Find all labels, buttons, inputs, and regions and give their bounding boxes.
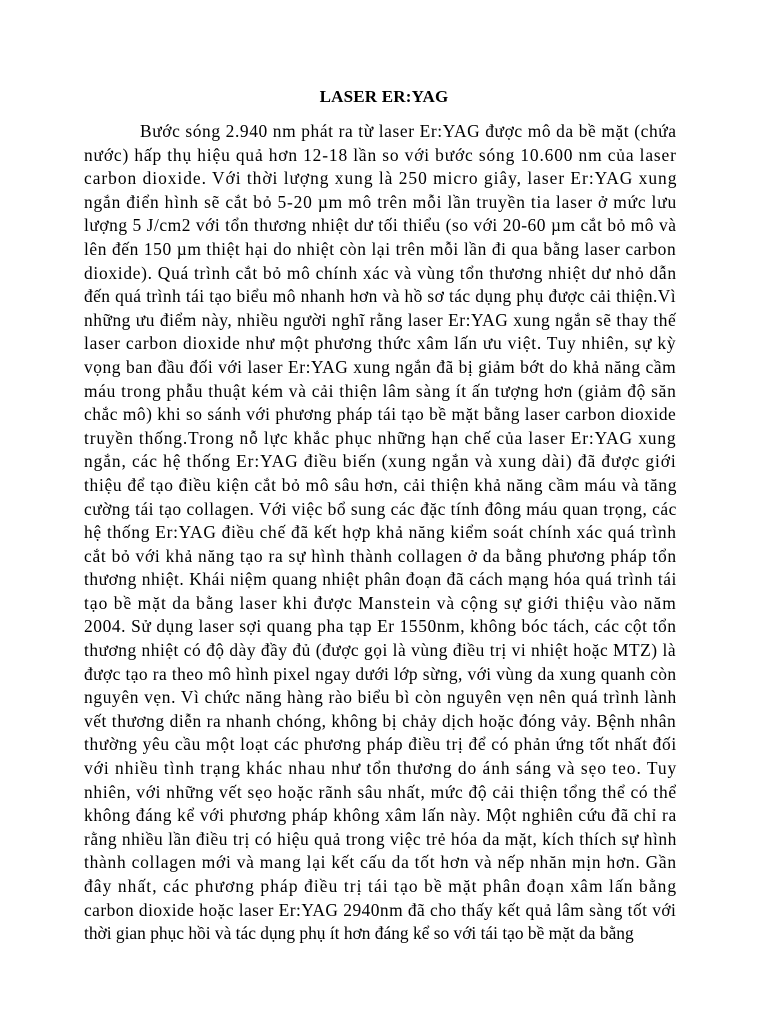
text-line: với nhiều tình trạng khác nhau như tổn thương do ánh sáng và sẹo teo. Tuy — [84, 758, 678, 779]
text-line: lượng 5 J/cm2 với tổn thương nhiệt dư tối thiểu (so với 20-60 µm cắt bỏ mô và — [84, 215, 677, 236]
text-line: nhiên, với những vết sẹo hoặc rãnh sâu nhất, mức độ cải thiện tổng thể có thể — [84, 781, 677, 802]
text-line: cắt bỏ với khả năng tạo ra sự hình thành collagen ở da bằng phương pháp tổn — [84, 545, 677, 566]
text-line: cường tái tạo collagen. Với việc bổ sung các đặc tính đông máu quan trọng, các — [84, 498, 677, 519]
text-line: máu trong phẫu thuật kém và cải thiện lâm sàng ít ấn tượng hơn (giảm độ săn — [84, 380, 677, 401]
text-line: 2004. Sử dụng laser sợi quang pha tạp Er 1550nm, không bóc tách, các cột tổn — [84, 616, 677, 637]
text-line: hệ thống Er:YAG điều chế đã kết hợp khả năng kiểm soát chính xác quá trình — [84, 522, 677, 543]
text-line: thời gian phục hồi và tác dụng phụ ít hơn đáng kể so với tái tạo bề mặt da bằng — [84, 923, 634, 944]
text-line: thiệu để tạo điều kiện cắt bỏ mô sâu hơn, cải thiện khả năng cầm máu và tăng — [84, 474, 678, 495]
text-line: rằng nhiều lần điều trị có hiệu quả trong việc trẻ hóa da mặt, kích thích sự hình — [84, 828, 677, 849]
text-line: tạo bề mặt da bằng laser khi được Manstein và cộng sự giới thiệu vào năm — [84, 592, 677, 613]
text-line: truyền thống.Trong nỗ lực khắc phục những hạn chế của laser Er:YAG xung — [84, 427, 677, 448]
text-line: nguyên vẹn. Vì chức năng hàng rào biểu bì còn nguyên vẹn nên quá trình lành — [84, 687, 677, 708]
text-line: thương nhiệt có độ dày đầy đủ (được gọi là vùng điều trị vi nhiệt hoặc MTZ) là — [84, 640, 677, 661]
text-line: vọng ban đầu đối với laser Er:YAG xung ngắn đã bị giảm bớt do khả năng cầm — [84, 356, 677, 377]
text-line: carbon dioxide hoặc laser Er:YAG 2940nm đã cho thấy kết quả lâm sàng tốt với — [84, 899, 677, 920]
text-line: carbon dioxide. Với thời lượng xung là 250 micro giây, laser Er:YAG xung — [84, 168, 678, 189]
text-line: thường yêu cầu một loạt các phương pháp điều trị để có phản ứng tốt nhất đối — [84, 734, 677, 755]
text-line: dioxide). Quá trình cắt bỏ mô chính xác và vùng tổn thương nhiệt dư nhỏ dẫn — [84, 262, 677, 283]
text-line: ngắn điển hình sẽ cắt bỏ 5-20 µm mô trên mỗi lần truyền tia laser ở mức lưu — [84, 191, 677, 212]
text-line: ngắn, các hệ thống Er:YAG điều biến (xung ngắn và xung dài) đã được giới — [84, 451, 677, 472]
text-line: chắc mô) khi so sánh với phương pháp tái tạo bề mặt bằng laser carbon dioxide — [84, 404, 677, 425]
text-line: lên đến 150 µm thiệt hại do nhiệt còn lại trên mỗi lần đi qua bằng laser carbon — [84, 238, 677, 259]
text-line: đến quá trình tái tạo biểu mô nhanh hơn và hồ sơ tác dụng phụ được cải thiện.Vì — [84, 286, 676, 307]
text-line: thương nhiệt. Khái niệm quang nhiệt phân đoạn đã cách mạng hóa quá trình tái — [84, 569, 677, 590]
text-line: Bước sóng 2.940 nm phát ra từ laser Er:YAG được mô da bề mặt (chứa — [140, 121, 677, 141]
text-line: vết thương diễn ra nhanh chóng, không bị chảy dịch hoặc đóng vảy. Bệnh nhân — [84, 710, 677, 731]
body-paragraph — [84, 120, 676, 946]
text-line: không đáng kể với phương pháp không xâm lấn này. Một nghiên cứu đã chỉ ra — [84, 805, 677, 826]
text-line: những ưu điểm này, nhiều người nghĩ rằng laser Er:YAG xung ngắn sẽ thay thế — [84, 309, 677, 330]
text-line: thành collagen mới và mang lại kết cấu da tốt hơn và nếp nhăn mịn hơn. Gần — [84, 852, 677, 873]
text-line: laser carbon dioxide như một phương thức xâm lấn ưu việt. Tuy nhiên, sự kỳ — [84, 333, 677, 354]
document-title: LASER ER:YAG — [319, 87, 449, 106]
text-line: được tạo ra theo mô hình pixel ngay dưới lớp sừng, với vùng da xung quanh còn — [84, 663, 677, 684]
text-line: nước) hấp thụ hiệu quả hơn 12-18 lần so với bước sóng 10.600 nm của laser — [84, 144, 677, 165]
text-line: đây nhất, các phương pháp điều trị tái tạo bề mặt phân đoạn xâm lấn bằng — [84, 876, 678, 896]
